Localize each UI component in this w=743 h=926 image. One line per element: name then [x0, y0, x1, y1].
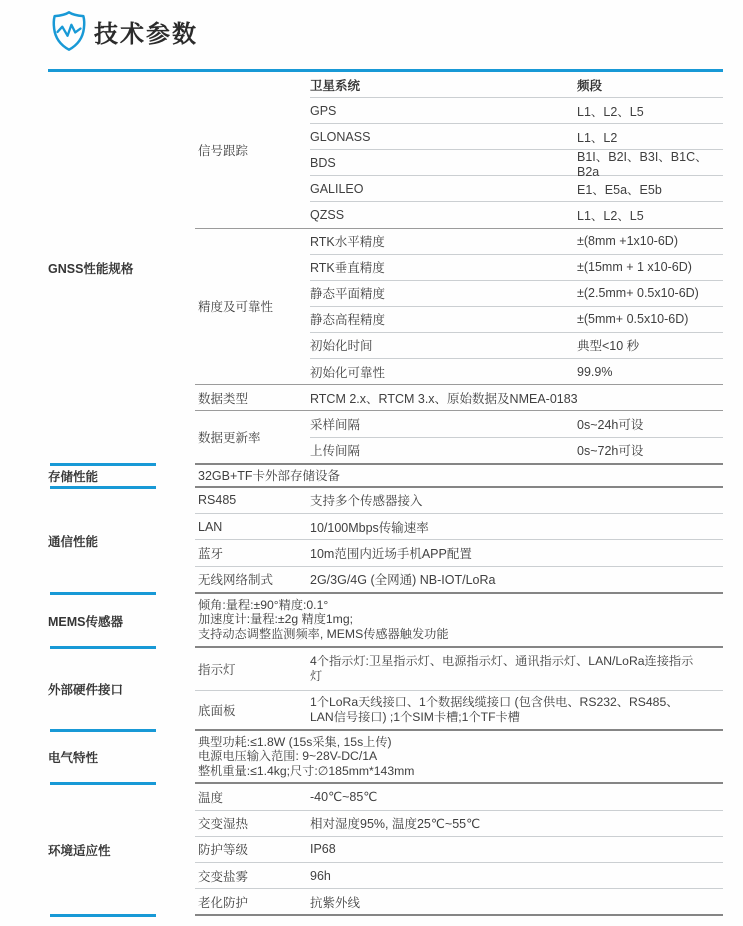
- section-label-text: 通信性能: [48, 534, 99, 549]
- table-row: [310, 281, 723, 307]
- cell-param: 采样间隔: [310, 417, 361, 432]
- mems-spec-text: [195, 594, 723, 646]
- cell-value: ±(8mm +1x10-6D): [577, 234, 678, 249]
- cell-value: 0s~24h可设: [577, 417, 644, 432]
- section-hardware: [48, 648, 723, 731]
- table-row: [195, 691, 723, 729]
- cell-value: 99.9%: [577, 364, 613, 379]
- section-label-text: 环境适应性: [48, 844, 111, 859]
- signal-tracking-rows: [310, 72, 723, 228]
- cell-system: GALILEO: [310, 181, 364, 196]
- table-row: [310, 202, 723, 227]
- spec-line: 倾角:量程:±90°精度:0.1°: [198, 597, 329, 612]
- cell-band: B1I、B2I、B3I、B1C、B2a: [577, 149, 708, 179]
- section-label-environment: [48, 784, 195, 916]
- table-row: [310, 438, 723, 463]
- shield-pulse-icon: [46, 8, 92, 54]
- cell-band: L1、L2: [577, 130, 618, 145]
- cell-system: BDS: [310, 155, 336, 170]
- cell-value: 10/100Mbps传输速率: [310, 520, 429, 535]
- section-label-hardware: [48, 648, 195, 731]
- spec-line: 加速度计:量程:±2g 精度1mg;: [198, 612, 353, 627]
- subsection-accuracy: [195, 229, 723, 386]
- section-label-mems: [48, 594, 195, 648]
- cell-param: 交变湿热: [198, 817, 249, 832]
- table-row: [195, 889, 723, 914]
- cell-param: 初始化时间: [310, 339, 373, 354]
- spec-line: 电源电压输入范围: 9~28V-DC/1A: [198, 749, 378, 764]
- section-communication: [48, 488, 723, 594]
- subsection-label-text: 信号跟踪: [198, 143, 249, 158]
- data-rate-rows: [310, 411, 723, 462]
- section-label-storage: [48, 465, 195, 488]
- table-row: [310, 307, 723, 333]
- table-row: [310, 229, 723, 255]
- cell-param: 蓝牙: [198, 546, 224, 561]
- cell-value: RTCM 2.x、RTCM 3.x、原始数据及NMEA-0183: [310, 391, 578, 406]
- cell-band: E1、E5a、E5b: [577, 182, 662, 197]
- cell-system: GPS: [310, 103, 337, 118]
- cell-value: 96h: [310, 868, 331, 883]
- cell-param: 指示灯: [198, 662, 236, 677]
- cell-param: 初始化可靠性: [310, 365, 386, 380]
- cell-param: 防护等级: [198, 843, 249, 858]
- section-gnss: [48, 72, 723, 465]
- table-row: [195, 540, 723, 566]
- cell-param: 底面板: [198, 703, 236, 718]
- section-electrical: [48, 731, 723, 785]
- cell-band: L1、L2、L5: [577, 209, 644, 224]
- section-label-text: 外部硬件接口: [48, 683, 124, 698]
- section-mems-body: [195, 594, 723, 648]
- table-row: [195, 784, 723, 810]
- table-row: [195, 837, 723, 863]
- table-row: [310, 98, 723, 124]
- cell-value: ±(2.5mm+ 0.5x10-6D): [577, 286, 699, 301]
- table-row: [195, 648, 723, 691]
- cell-param: RS485: [198, 493, 237, 508]
- cell-param: LAN: [198, 519, 223, 534]
- section-environment-body: [195, 784, 723, 916]
- spec-table: [48, 69, 723, 916]
- section-label-text: 电气特性: [48, 751, 99, 766]
- section-communication-body: [195, 488, 723, 594]
- spec-line: 整机重量:≤1.4kg;尺寸:∅185mm*143mm: [198, 763, 415, 778]
- section-gnss-body: [195, 72, 723, 465]
- col-header-band: 频段: [577, 78, 603, 93]
- subsection-label-text: 精度及可靠性: [198, 300, 274, 315]
- cell-value: 典型<10 秒: [577, 339, 640, 354]
- cell-value: 1个LoRa天线接口、1个数据线缆接口 (包含供电、RS232、RS485、LAN信号接口) ;1个SIM卡槽;1个TF卡槽: [310, 695, 679, 724]
- cell-param: RTK垂直精度: [310, 261, 385, 276]
- section-environment: [48, 784, 723, 916]
- subsection-label-text: 数据更新率: [198, 431, 261, 446]
- page-title: 技术参数: [94, 20, 198, 48]
- accuracy-rows: [310, 229, 723, 385]
- cell-param: RTK水平精度: [310, 235, 385, 250]
- section-label-electrical: [48, 731, 195, 785]
- table-row: [310, 255, 723, 281]
- row-data-type: [195, 385, 723, 411]
- table-row: [310, 411, 723, 437]
- subsection-data-rate: [195, 411, 723, 462]
- subsection-label: [195, 411, 310, 462]
- page-header: [46, 8, 198, 54]
- cell-value: 0s~72h可设: [577, 444, 644, 459]
- electrical-spec-text: [195, 731, 723, 783]
- cell-param: 温度: [198, 790, 224, 805]
- section-label-text: GNSS性能规格: [48, 262, 134, 277]
- cell-param: 静态高程精度: [310, 313, 386, 328]
- cell-band: L1、L2、L5: [577, 104, 644, 119]
- subsection-signal-tracking: [195, 72, 723, 229]
- cell-param: 交变盐雾: [198, 869, 249, 884]
- table-row: [195, 488, 723, 514]
- section-label-text: MEMS传感器: [48, 614, 124, 629]
- section-label-communication: [48, 488, 195, 594]
- cell-value: -40℃~85℃: [310, 790, 378, 805]
- table-row: [310, 149, 723, 179]
- cell-value: ±(5mm+ 0.5x10-6D): [577, 312, 689, 327]
- section-label-text: 存储性能: [48, 470, 99, 485]
- cell-value: 4个指示灯:卫星指示灯、电源指示灯、通讯指示灯、LAN/LoRa连接指示灯: [310, 654, 694, 683]
- cell-value: 32GB+TF卡外部存储设备: [198, 469, 341, 484]
- table-row: [195, 567, 723, 592]
- cell-param: 数据类型: [198, 391, 249, 406]
- cell-param: 老化防护: [198, 895, 249, 910]
- row-storage-value: [195, 465, 723, 486]
- cell-param: 无线网络制式: [198, 573, 274, 588]
- subsection-label: [195, 72, 310, 228]
- cell-value: 抗紫外线: [310, 895, 361, 910]
- spec-line: 支持动态调整监测频率, MEMS传感器触发功能: [198, 626, 449, 641]
- table-header-row: [310, 72, 723, 98]
- cell-param: 静态平面精度: [310, 287, 386, 302]
- col-header-satellite-system: 卫星系统: [310, 78, 361, 93]
- cell-value: 2G/3G/4G (全网通) NB-IOT/LoRa: [310, 573, 496, 588]
- table-row: [310, 359, 723, 384]
- cell-system: QZSS: [310, 208, 345, 223]
- cell-value: 相对湿度95%, 温度25℃~55℃: [310, 817, 481, 832]
- cell-system: GLONASS: [310, 129, 371, 144]
- table-row: [195, 514, 723, 540]
- section-electrical-body: [195, 731, 723, 785]
- section-label-gnss: [48, 72, 195, 465]
- cell-value: 支持多个传感器接入: [310, 494, 423, 509]
- cell-param: 上传间隔: [310, 444, 361, 459]
- cell-value: 10m范围内近场手机APP配置: [310, 546, 472, 561]
- cell-value: IP68: [310, 842, 336, 857]
- section-mems: [48, 594, 723, 648]
- table-row: [310, 333, 723, 359]
- subsection-label: [195, 229, 310, 385]
- section-storage-body: [195, 465, 723, 488]
- table-row: [310, 176, 723, 202]
- section-storage: [48, 465, 723, 488]
- cell-value: ±(15mm + 1 x10-6D): [577, 260, 692, 275]
- spec-line: 典型功耗:≤1.8W (15s采集, 15s上传): [198, 734, 392, 749]
- table-row: [195, 863, 723, 889]
- table-row: [195, 811, 723, 837]
- section-hardware-body: [195, 648, 723, 731]
